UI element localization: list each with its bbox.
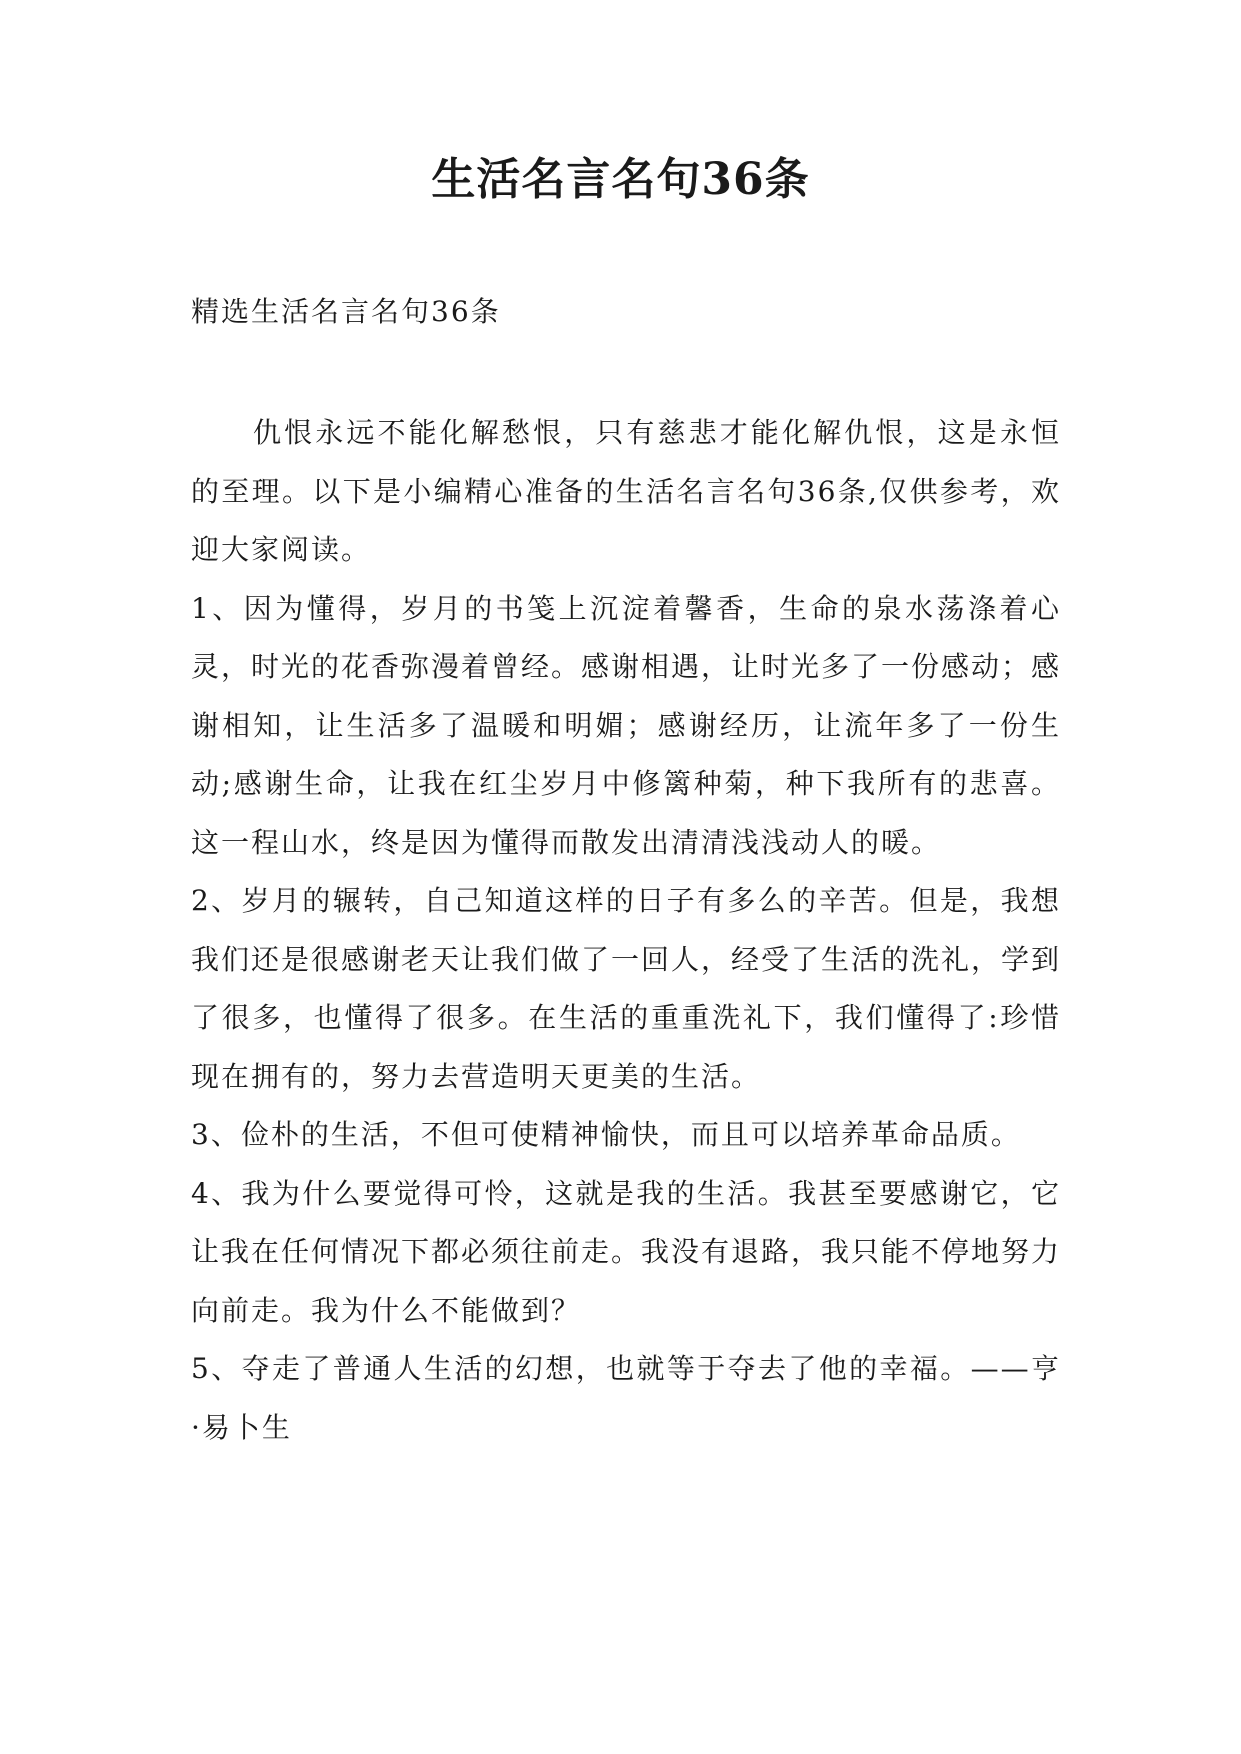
document-title: 生活名言名句36条 (431, 154, 810, 205)
document-subtitle: 精选生活名言名句36条 (191, 295, 501, 328)
document-body (191, 404, 1061, 1457)
quote-paragraph-4: 4、我为什么要觉得可怜，这就是我的生活。我甚至要感谢它，它让我在任何情况下都必须往前走。我没有退路，我只能不停地努力向前走。我为什么不能做到？ (191, 1176, 1062, 1327)
quote-paragraph-3: 3、俭朴的生活，不但可使精神愉快，而且可以培养革命品质。 (191, 1118, 1021, 1151)
quote-paragraph-1: 1、因为懂得，岁月的书笺上沉淀着馨香，生命的泉水荡涤着心灵，时光的花香弥漫着曾经。感谢相遇，让时光多了一份感动；感谢相知，让生活多了温暖和明媚；感谢经历，让流年多了一份生动;感谢生命，让我在红尘岁月中修篱种菊，种下我所有的悲喜。这一程山水，终是因为懂得而散发出清清浅浅动人的暖。 (191, 591, 1062, 859)
intro-paragraph: 仇恨永远不能化解愁恨，只有慈悲才能化解仇恨，这是永恒的至理。以下是小编精心准备的生活名言名句36条,仅供参考，欢迎大家阅读。 (191, 416, 1061, 566)
quote-paragraph-2: 2、岁月的辗转，自己知道这样的日子有多么的辛苦。但是，我想我们还是很感谢老天让我们做了一回人，经受了生活的洗礼，学到了很多，也懂得了很多。在生活的重重洗礼下，我们懂得了:珍惜现在拥有的，努力去营造明天更美的生活。 (191, 884, 1062, 1093)
quote-paragraph-5: 5、夺走了普通人生活的幻想，也就等于夺去了他的幸福。——亨·易卜生 (191, 1352, 1061, 1444)
